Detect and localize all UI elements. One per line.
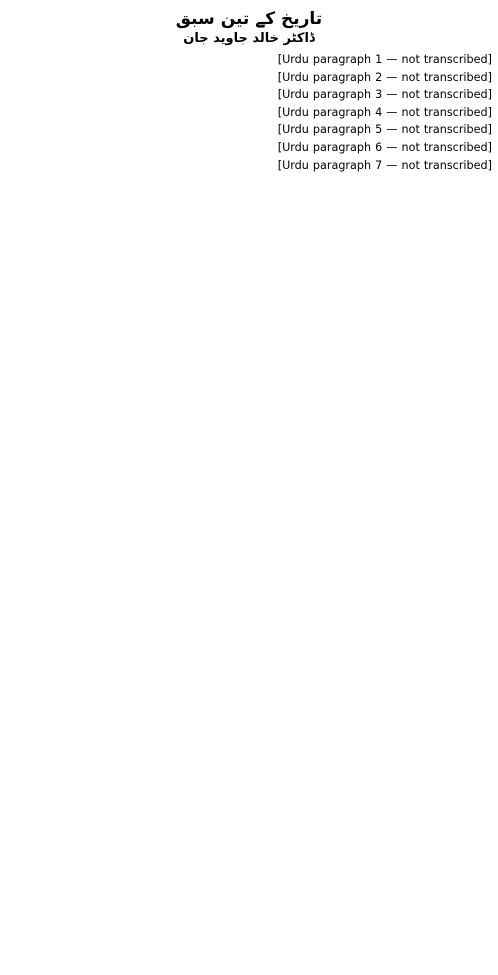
paragraph: [Urdu paragraph 6 — not transcribed] [277,140,492,154]
paragraph: [Urdu paragraph 1 — not transcribed] [277,53,492,66]
paragraph: [Urdu paragraph 2 — not transcribed] [277,70,492,84]
article-title: تاریخ کے تین سبق [175,9,323,29]
paragraph: [Urdu paragraph 7 — not transcribed] [277,158,492,172]
paragraph: [Urdu paragraph 4 — not transcribed] [277,105,492,119]
article-body [6,52,492,173]
article-author: ڈاکٹر خالد جاوید جان [183,31,315,46]
paragraph: [Urdu paragraph 3 — not transcribed] [277,88,492,102]
paragraph: [Urdu paragraph 5 — not transcribed] [277,123,492,137]
